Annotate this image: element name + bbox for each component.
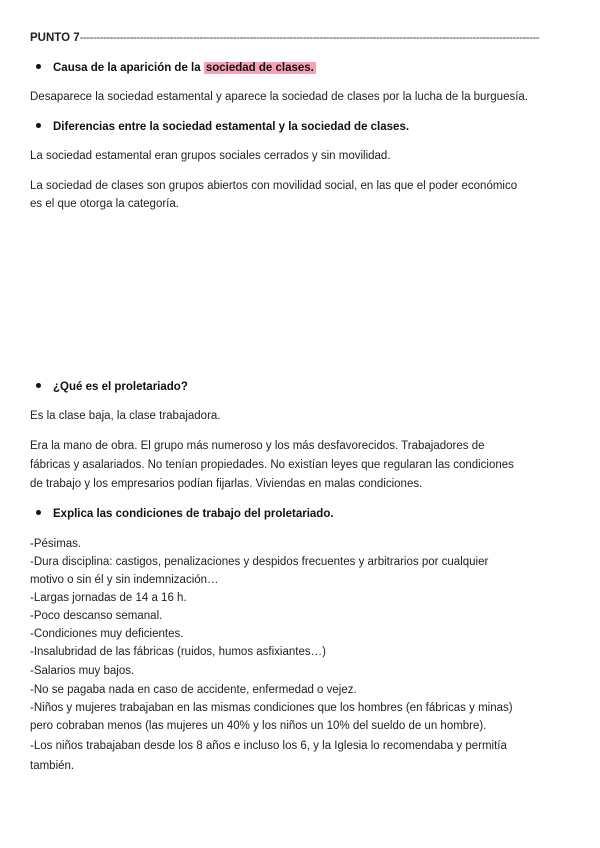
q1-answer: Desaparece la sociedad estamental y aparece la sociedad de clases por la lucha de la burguesía. [30,91,529,103]
q4-line: pero cobraban menos (las mujeres un 40% y los niños un 10% del sueldo de un hombre). [30,720,487,732]
q4-line: -Poco descanso semanal. [30,610,163,622]
punto-dashes: ------------------------------------------------------------------------------------------------------------------------------------------ [79,32,540,44]
q2-paragraph-2-line-2: es el que otorga la categoría. [30,198,179,210]
q3-paragraph-2-line-3: de trabajo y los empresarios podían fijarlas. Viviendas en malas condiciones. [30,478,423,490]
bullet-icon [36,64,41,69]
q1-heading [36,59,316,77]
punto-title: PUNTO 7 [30,32,80,44]
q4-line: -Los niños trabajaban desde los 8 años e incluso los 6, y la Iglesia lo recomendaba y permitía [30,740,507,752]
q4-heading [36,505,334,523]
q1-heading-prefix: Causa de la aparición de la [53,62,204,74]
q2-heading-text: Diferencias entre la sociedad estamental y la sociedad de clases. [53,121,410,133]
q4-line: -Dura disciplina: castigos, penalizaciones y despidos frecuentes y arbitrarios por cualquier [30,556,489,568]
punto-header [30,29,539,47]
q3-paragraph-2-line-1: Era la mano de obra. El grupo más numeroso y los más desfavorecidos. Trabajadores de [30,440,485,452]
q3-heading [36,378,188,396]
q4-heading-text: Explica las condiciones de trabajo del proletariado. [53,508,334,520]
q4-line: -Pésimas. [30,538,82,550]
q4-line: -Insalubridad de las fábricas (ruidos, humos asfixiantes…) [30,646,326,658]
q4-line: -Salarios muy bajos. [30,665,135,677]
q4-line: también. [30,760,75,772]
q4-line: motivo o sin él y sin indemnización… [30,574,219,586]
q3-paragraph-1: Es la clase baja, la clase trabajadora. [30,410,221,422]
bullet-icon [36,510,41,515]
q2-heading [36,118,409,136]
q2-paragraph-1: La sociedad estamental eran grupos sociales cerrados y sin movilidad. [30,150,391,162]
bullet-icon [36,123,41,128]
q4-line: -No se pagaba nada en caso de accidente, enfermedad o vejez. [30,684,357,696]
q4-line: -Largas jornadas de 14 a 16 h. [30,592,187,604]
bullet-icon [36,383,41,388]
q4-line: -Condiciones muy deficientes. [30,628,184,640]
q4-line: -Niños y mujeres trabajaban en las mismas condiciones que los hombres (en fábricas y minas) [30,702,513,714]
q3-paragraph-2-line-2: fábricas y asalariados. No tenían propiedades. No existían leyes que regularan las condiciones [30,459,514,471]
q2-paragraph-2-line-1: La sociedad de clases son grupos abiertos con movilidad social, en las que el poder económico [30,180,518,192]
q3-heading-text: ¿Qué es el proletariado? [53,381,188,393]
q1-heading-highlight: sociedad de clases. [205,62,314,74]
